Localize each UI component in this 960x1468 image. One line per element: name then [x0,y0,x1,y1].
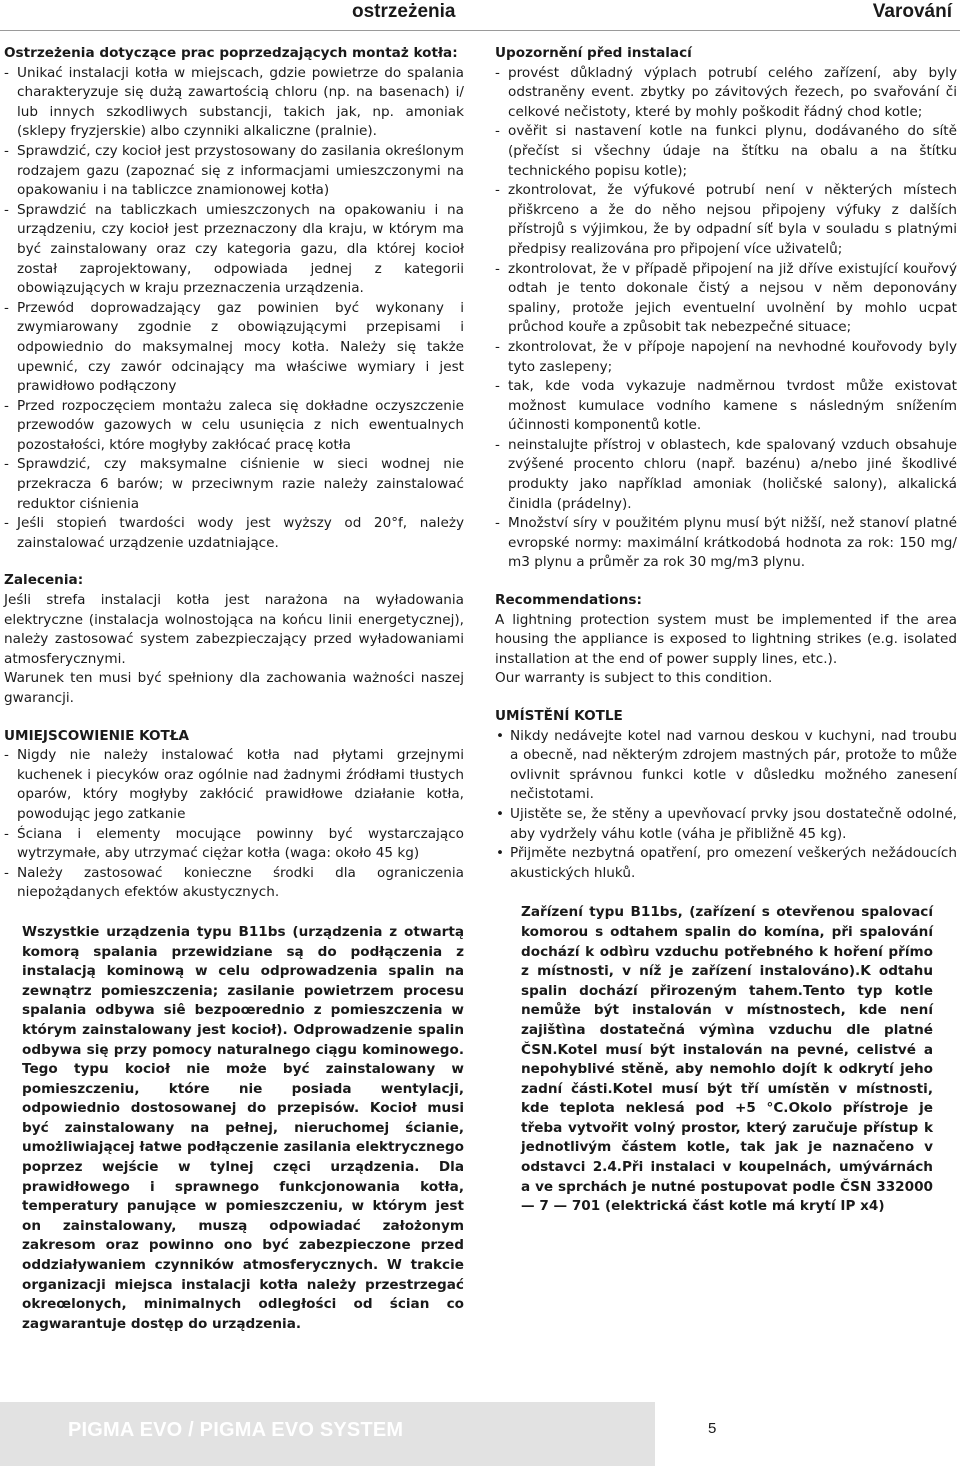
header-title-polish: ostrzeżenia [352,1,456,22]
list-item: - zkontrolovat, že v případě připojení na již dříve existující kouřový odtah je tento dokonale čistý a nejsou v něm deponovány spaliny, protože jejich eventuelní uvolnění by mohlo ucpat průchod kouře a způsobit tak nebezpečné situace; [495,260,957,338]
list-item: • Nikdy nedávejte kotel nad varnou deskou v kuchyni, nad troubu a obecně, nad některým zdrojem mastných pár, protože to může ovlivnit správnou funkci kotle v důsledku možného zanesení nečistotami. [495,727,957,805]
list-item: • Ujistěte se, že stěny a upevňovací prvky jsou dostatečně odolné, aby vydržely váhu kotle (váha je přibližně 45 kg). [495,805,957,844]
right-column [495,44,957,1217]
right-section2-paragraph1: A lightning protection system must be implemented if the area housing the appliance is exposed to lightning strikes (e.g. isolated installation at the end of power supply lines, etc.). [495,611,957,667]
right-section1-heading: Upozornění před instalací [495,45,692,61]
page-number: 5 [708,1420,717,1437]
list-item: - neinstalujte přístroj v oblastech, kde spalovaný vzduch obsahuje zvýšené procento chloru (např. bazénu) a/nebo jiné škodlivé produkty jako například amoniak (holičské salony), alkalická činidla (prádelny). [495,436,957,514]
left-section3-heading: UMIEJSCOWIENIE KOTŁA [4,727,190,744]
list-item: - Przed rozpoczęciem montażu zaleca się dokładne oczyszczenie przewodów gazowych w celu usunięcia z nich ewentualnych pozostałości, które mogłyby zakłócać pracę kotła [4,397,464,456]
right-section3-list [495,727,957,884]
left-section2-paragraph1: Jeśli strefa instalacji kotła jest narażona na wyładowania elektryczne (instalacja wolnostojąca na końcu linii energetycznej), należy zastosować system zabezpieczający przed wyładowaniami atmosferycznymi. [4,592,464,667]
left-section3-list [4,746,464,903]
list-item: - Nigdy nie należy instalować kotła nad płytami grzejnymi kuchenek i piecyków oraz ogólnie nad żadnymi źródłami tłustych oparów, który mogłyby zakłócić prawidłowe działanie kotła, powodując jego zatkanie [4,746,464,824]
list-item: - tak, kde voda vykazuje nadměrnou tvrdost může existovat možnost kumulace vodního kamene s následným snížením účinnosti komponentů kotle. [495,377,957,436]
list-item: - Sprawdzić, czy maksymalne ciśnienie w sieci wodnej nie przekracza 6 barów; w przeciwnym razie należy zainstalować reduktor ciśnienia [4,455,464,514]
left-section2-heading: Zalecenia: [4,572,84,589]
right-section1-list [495,64,957,573]
list-item: - Sprawdzić, czy kocioł jest przystosowany do zasilania określonym rodzajem gazu (zapoznać się z informacjami umieszczonymi na opakowaniu i na tabliczce znamionowej kotła) [4,142,464,201]
footer-product-title: PIGMA EVO / PIGMA EVO SYSTEM [68,1419,404,1441]
list-item: - Przewód doprowadzający gaz powinien być wykonany i zwymiarowany zgodnie z obowiązującymi przepisami i odpowiednio do maksymalnej mocy kotła. Należy się także upewnić, czy zawór odcinający ma właściwe wymiary i jest prawidłowo podłączony [4,299,464,397]
header-divider [0,30,960,31]
right-section2-heading: Recommendations: [495,592,642,609]
left-column [4,44,464,1334]
right-section3-heading: UMÍSTĚNÍ KOTLE [495,708,623,724]
list-item: - Jeśli stopień twardości wody jest wyższy od 20°f, należy zainstalować urządzenie uzdatniające. [4,514,464,553]
left-section2-paragraph2: Warunek ten musi być spełniony dla zachowania ważności naszej gwarancji. [4,670,464,706]
list-item: - ověřit si nastavení kotle na funkci plynu, dodávaného do sítě (přečíst si všechny údaje na štítku na obalu a na štítku technického popisu kotle); [495,122,957,181]
list-item: - Należy zastosować konieczne środki dla ograniczenia niepożądanych efektów akustycznych. [4,864,464,903]
right-boxed-note: Zařízení typu B11bs, (zařízení s otevřenou spalovací komorou s odtahem spalin do komína, při spalování dochází k odbìru vzduchu potřebného k hoření přímo z místnosti, v níž je zařízení instalováno).K odtahu spalin dochází přirozeným tahem.Tento typ kotle nemůže být instalován v místnostech, kde není zajištìna dostatečná výmìna vzduchu dle platné ČSN.Kotel musí být instalován na pevné, celistvé a nepohyblivé stěně, aby nemohlo dojít k odkrytí jeho zadní části.Kotel musí být tří umístěn v místnosti, kde teplota neklesá pod +5 °C.Okolo přístroje je třeba vytvořit volný prostor, který zaručuje přístup k jednotlivým částem kotle, tak jak je naznačeno v odstavci 2.4.Při instalaci v koupelnách, umývárnách a ve sprchách je nutné postupovat podle ČSN 332000 — 7 — 701 (elektrická část kotle má krytí IP x4) [521,904,933,1215]
list-item: - Unikać instalacji kotła w miejscach, gdzie powietrze do spalania charakteryzuje się dużą zawartością chloru (np. na basenach) i/ lub innych szkodliwych substancji, takich jak, np. amoniak (sklepy fryzjerskie) albo czynniki alkaliczne (pralnie). [4,64,464,142]
left-boxed-note: Wszystkie urządzenia typu B11bs (urządzenia z otwartą komorą spalania przewidziane są do podłączenia z instalacją kominową w celu odprowadzenia spalin na zewnątrz pomieszczenia; zasilanie powietrzem procesu spalania odbywa siê bezpoœrednio z pomieszczenia w którym zainstalowany jest kocioł). Odprowadzenie spalin odbywa się przy pomocy naturalnego ciągu kominowego. Tego typu kocioł nie może być zainstalowany w pomieszczeniu, które nie posiada wentylacji, odpowiednio dostosowanej do przepisów. Kocioł musi być zainstalowany na pełnej, nieruchomej ścianie, umożliwiającej łatwe podłączenie zasilania elektrycznego poprzez wejście w tylnej częci urządzenia. Dla prawidłowego i sprawnego funkcjonowania kotła, temperatury panujące w pomieszczeniu, w którym jest on zainstalowany, muszą odpowiadać założonym zakresom oraz powinno ono być zabezpieczone przed oddziaływaniem czynników atmosferycznych. W trakcie organizacji miejsca instalacji kotła należy przestrzegać okreœlonych, minimalnych odległości od ścian co zagwarantuje dostęp do urządzenia. [22,923,464,1332]
list-item: - zkontrolovat, že výfukové potrubí není v některých místech přiškrceno a že do něho nejsou připojeny výfuky z dalších přístrojů s výjimkou, že by odpadní síť byla v souladu s platnými předpisy realizována pro připojení více uživatelů; [495,181,957,259]
header-title-czech: Varování [872,1,952,22]
right-section2-paragraph2: Our warranty is subject to this condition. [495,670,773,687]
list-item: - Množství síry v použitém plynu musí být nižší, než stanoví platné evropské normy: maximální krátkodobá hodnota za rok: 150 mg/ m3 plynu a průměr za rok 30 mg/m3 plynu. [495,514,957,573]
left-section1-heading: Ostrzeżenia dotyczące prac poprzedzających montaż kotła: [4,45,458,61]
left-section1-list [4,64,464,554]
list-item: - zkontrolovat, že v přípoje napojení na nevhodné kouřovody byly tyto zaslepeny; [495,338,957,377]
list-item: - provést důkladný výplach potrubí celého zařízení, aby byly odstraněny event. zbytky po závitových řezech, po svařování či celkové nečistoty, které by mohly poškodit řádný chod kotle; [495,64,957,123]
list-item: - Ściana i elementy mocujące powinny być wystarczająco wytrzymałe, aby utrzymać ciężar kotła (waga: około 45 kg) [4,825,464,864]
list-item: • Přijměte nezbytná opatření, pro omezení veškerých nežádoucích akustických hluků. [495,844,957,883]
list-item: - Sprawdzić na tabliczkach umieszczonych na opakowaniu i na urządzeniu, czy kocioł jest przeznaczony dla kraju, w którym ma być zainstalowany oraz czy kategoria gazu, dla której kocioł został zaprojektowany, odpowiada jednej z kategorii obowiązujących w kraju przeznaczenia urządzenia. [4,201,464,299]
